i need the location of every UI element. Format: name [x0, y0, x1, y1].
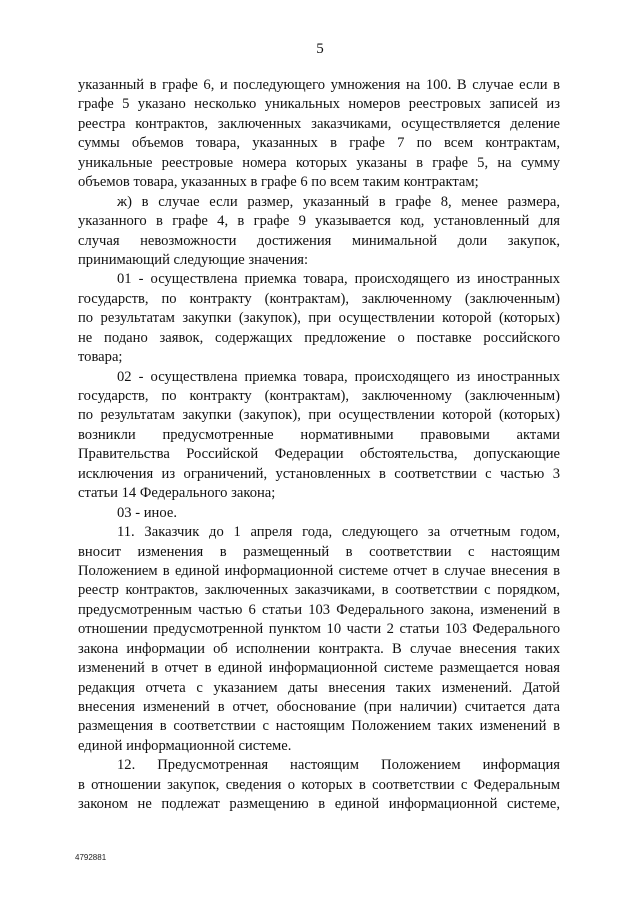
text-line: принимающий следующие значения:: [78, 251, 309, 268]
text-line: 01 - осуществлена приемка товара, происходящего из иностранных: [117, 271, 560, 288]
text-line: реестр контрактов, заключенных заказчиками, в соответствии с порядком,: [78, 582, 560, 599]
text-line: по результатам закупки (закупок), при осуществлении которой (которых): [78, 310, 560, 327]
text-line: внесения изменений в отчет, обоснование (при наличии) считается дата: [78, 699, 560, 715]
text-line: ж) в случае если размер, указанный в графе 8, менее размера,: [117, 193, 560, 210]
text-line: не подано заявок, содержащих предложение о поставке российского: [78, 329, 560, 346]
text-line: 03 - иное.: [117, 504, 177, 521]
text-line: предусмотренным частью 6 статьи 103 Федерального закона, изменений в: [78, 601, 560, 618]
text-line: случая невозможности достижения минимальной доли закупок,: [78, 232, 560, 249]
text-line: законом не подлежат размещению в единой информационной системе,: [78, 796, 560, 813]
text-line: Положением в единой информационной системе отчет в случае внесения в: [78, 562, 560, 579]
text-line: товара;: [78, 349, 123, 366]
text-line: возникли предусмотренные нормативными правовыми актами: [78, 426, 560, 443]
text-line: редакция отчета с указанием даты внесения таких изменений. Датой: [78, 679, 560, 696]
text-line: реестра контрактов, заключенных заказчиками, осуществляется деление: [78, 115, 560, 132]
text-line: по результатам закупки (закупок), при осуществлении которой (которых): [78, 407, 560, 424]
text-line: в отношении закупок, сведения о которых в соответствии с Федеральным: [78, 776, 560, 793]
text-line: размещения в соответствии с настоящим Положением таких изменений в: [78, 718, 560, 735]
document-body-text: [78, 76, 560, 815]
text-line: государств, по контракту (контрактам), заключенному (заключенным): [78, 388, 560, 404]
text-line: объемов товара, указанных в графе 6 по всем таким контрактам;: [78, 174, 479, 191]
text-line: указанного в графе 4, в графе 9 указывается код, установленный для: [78, 213, 560, 230]
text-line: изменений в отчет в единой информационной системе размещается новая: [78, 660, 560, 677]
text-line: отношении предусмотренной пунктом 10 части 2 статьи 103 Федерального: [78, 621, 560, 638]
text-line: уникальные реестровые номера которых указаны в графе 5, на сумму: [78, 154, 560, 171]
text-line: статьи 14 Федерального закона;: [78, 485, 276, 502]
text-line: закона информации об исполнении контракта. В случае внесения таких: [78, 640, 560, 657]
text-line: вносит изменения в размещенный в соответствии с настоящим: [78, 543, 560, 560]
text-line: исключения из ограничений, установленных в соответствии с частью 3: [78, 465, 560, 482]
text-line: графе 5 указано несколько уникальных номеров реестровых записей из: [78, 96, 560, 113]
text-line: 11. Заказчик до 1 апреля года, следующего за отчетным годом,: [117, 524, 560, 541]
text-line: государств, по контракту (контрактам), заключенному (заключенным): [78, 290, 560, 307]
text-line: 02 - осуществлена приемка товара, происходящего из иностранных: [117, 368, 560, 385]
text-line: 12. Предусмотренная настоящим Положением информация: [117, 757, 560, 774]
text-line: суммы объемов товара, указанных в графе 7 по всем контрактам,: [78, 135, 560, 152]
page-number: 5: [316, 41, 324, 57]
text-line: единой информационной системе.: [78, 737, 292, 754]
text-line: указанный в графе 6, и последующего умножения на 100. В случае если в: [78, 77, 560, 93]
document-id: 4792881: [75, 853, 107, 862]
text-line: Правительства Российской Федерации обстоятельства, допускающие: [78, 446, 560, 463]
